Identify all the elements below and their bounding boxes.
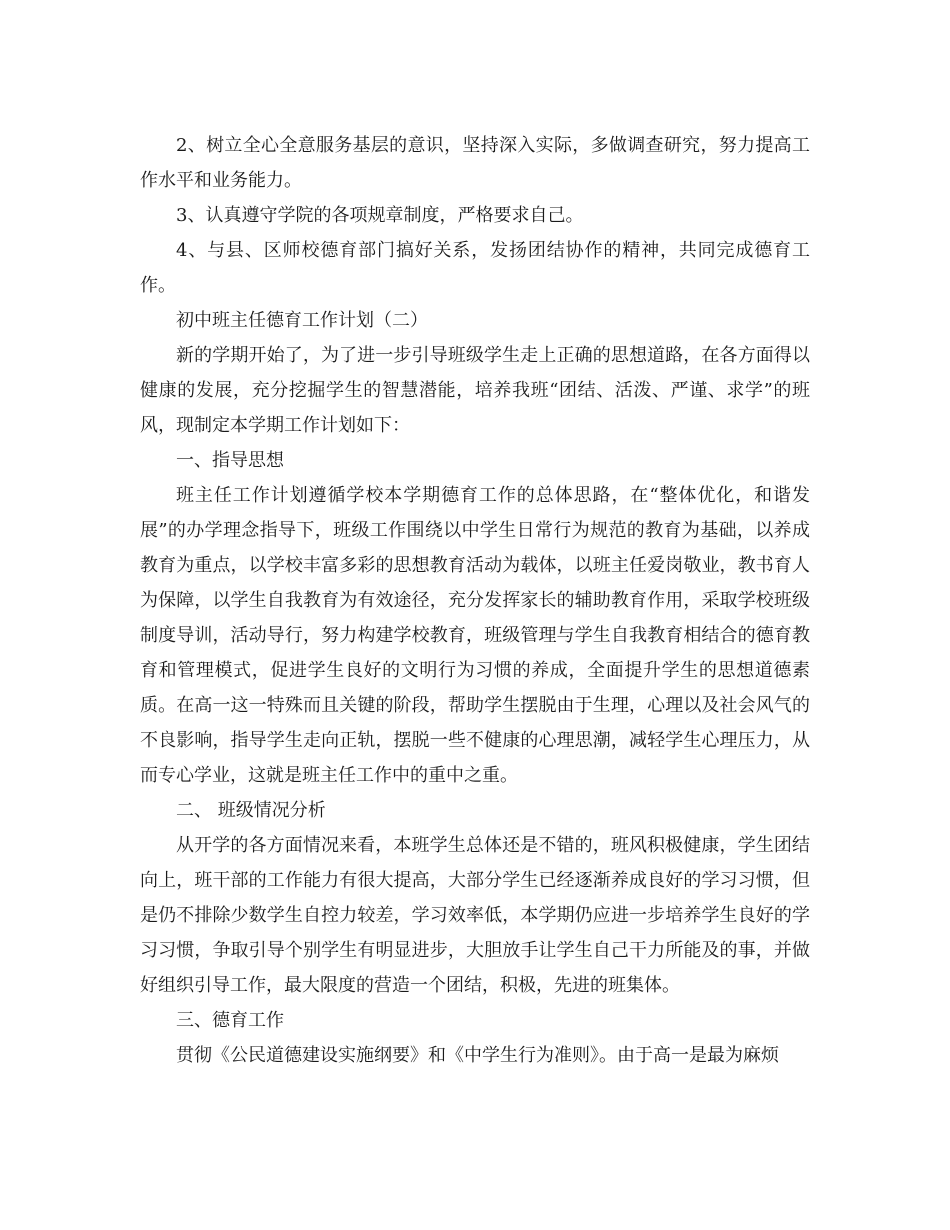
moral-education-paragraph: 贯彻《公民道德建设实施纲要》和《中学生行为准则》。由于高一是最为麻烦 [176, 1045, 779, 1066]
class-analysis-paragraph: 从开学的各方面情况来看，本班学生总体还是不错的，班风积极健康，学生团结向上，班干部的工作能力有很大提高，大部分学生已经逐渐养成良好的学习习惯，但是仍不排除少数学生自控力较差，学习效率低，本学期仍应进一步培养学生良好的学习习惯，争取引导个别学生有明显进步，大胆放手让学生自己干力所能及的事，并做好组织引导工作，最大限度的营造一个团结，积极，先进的班集体。 [140, 835, 810, 996]
heading-guiding-ideology: 一、指导思想 [176, 450, 284, 471]
paragraph-item-2: 2、树立全心全意服务基层的意识，坚持深入实际，多做调查研究，努力提高工作水平和业务能力。 [140, 135, 810, 191]
heading-moral-education: 三、德育工作 [176, 1010, 284, 1031]
heading-class-analysis: 二、 班级情况分析 [176, 800, 326, 821]
paragraph-item-4: 4、与县、区师校德育部门搞好关系，发扬团结协作的精神，共同完成德育工作。 [140, 240, 810, 296]
section-title: 初中班主任德育工作计划（二） [176, 310, 428, 331]
guiding-ideology-paragraph: 班主任工作计划遵循学校本学期德育工作的总体思路，在“整体优化，和谐发展”的办学理念指导下，班级工作围绕以中学生日常行为规范的教育为基础，以养成教育为重点，以学校丰富多彩的思想教育活动为载体，以班主任爱岗敬业，教书育人为保障，以学生自我教育为有效途径，充分发挥家长的辅助教育作用，采取学校班级制度导训，活动导行，努力构建学校教育，班级管理与学生自我教育相结合的德育教育和管理模式，促进学生良好的文明行为习惯的养成，全面提升学生的思想道德素质。在高一这一特殊而且关键的阶段，帮助学生摆脱由于生理，心理以及社会风气的不良影响，指导学生走向正轨，摆脱一些不健康的心理思潮，减轻学生心理压力，从而专心学业，这就是班主任工作中的重中之重。 [140, 485, 810, 786]
document-page [140, 128, 810, 1073]
intro-paragraph: 新的学期开始了，为了进一步引导班级学生走上正确的思想道路，在各方面得以健康的发展，充分挖掘学生的智慧潜能，培养我班“团结、活泼、严谨、求学”的班风，现制定本学期工作计划如下： [140, 345, 810, 436]
paragraph-item-3: 3、认真遵守学院的各项规章制度，严格要求自己。 [176, 205, 584, 226]
